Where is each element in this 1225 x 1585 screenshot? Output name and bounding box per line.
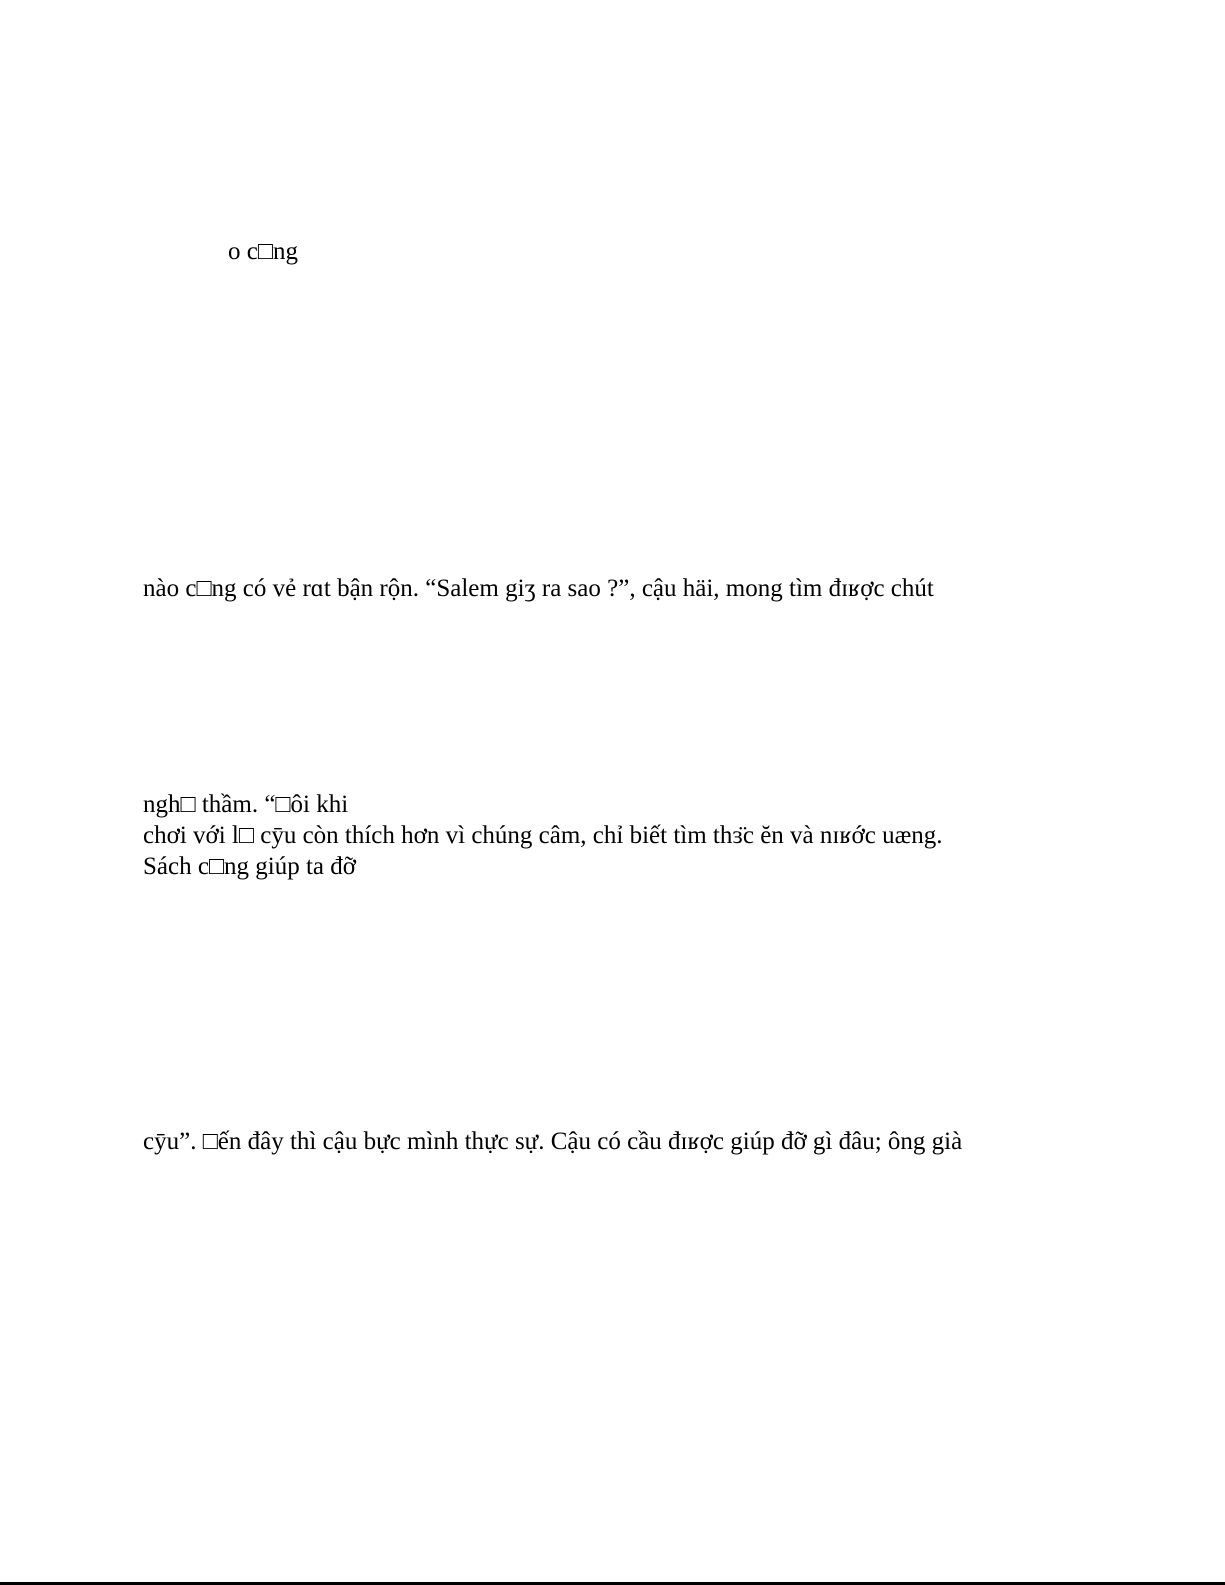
text-line-2: nào c□ng có vẻ rɑt bận rộn. “Salem giʒ ra sao ?”, cậu häi, mong tìm đɪʁợc chút [143, 575, 934, 602]
text-line-3: ngh□ thầm. “□ôi khi [143, 791, 349, 818]
text-line-6: cȳu”. □ến đây thì cậu bực mình thực sự. Cậu có cầu đɪʁợc giúp đỡ gì đâu; ông già [143, 1128, 963, 1155]
text-line-5: Sách c□ng giúp ta đỡ [143, 853, 357, 880]
text-line-1: o c□ng [228, 238, 298, 265]
text-line-4: chơi với l□ cȳu còn thích hơn vì chúng câm, chỉ biết tìm thɜ̈c ĕn và nɪʁớc uæng. [143, 822, 943, 849]
